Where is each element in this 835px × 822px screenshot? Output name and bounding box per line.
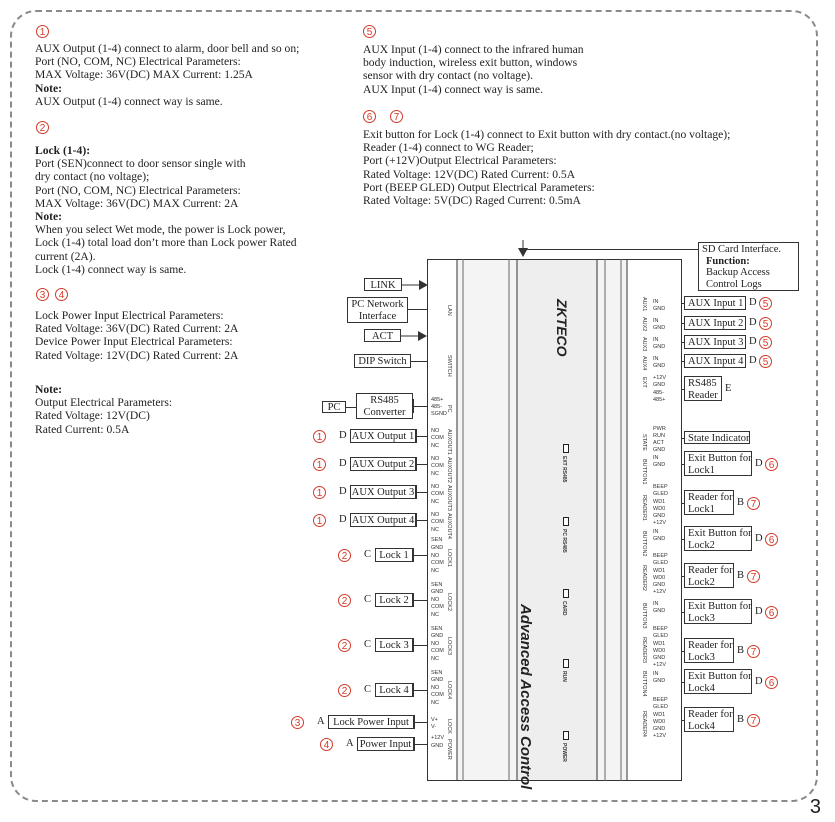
terminal-pin: GND: [653, 363, 666, 369]
status-led: [563, 517, 569, 526]
note-line: body induction, wireless exit button, windows: [363, 56, 578, 70]
pc-label: PC: [322, 401, 346, 413]
terminal-pin: COM: [431, 648, 444, 654]
act-label: ACT: [364, 329, 401, 342]
note-line: Reader (1-4) connect to WG Reader;: [363, 141, 534, 155]
badge-aux-input-2: 5: [759, 317, 772, 330]
note-line: Rated Voltage: 5V(DC) Raged Current: 0.5mA: [363, 193, 581, 207]
terminal-pin: IN: [653, 601, 659, 607]
terminal-pin: NO: [431, 428, 440, 434]
aux-input-4-label: [684, 354, 746, 368]
terminal-pin: GND: [653, 536, 666, 542]
sd-line-1: Backup Access: [706, 267, 770, 278]
reader-lock-2-text: Lock2: [688, 576, 715, 588]
port-letter: D: [749, 317, 757, 328]
exit-button-lock-3-text: Lock3: [688, 612, 715, 624]
led-label: CARD: [561, 601, 567, 616]
port-letter: D: [339, 486, 347, 497]
note-line: AUX Input (1-4) connect way is same.: [363, 82, 543, 96]
terminal-pin: 485+: [653, 397, 666, 403]
rs485-converter-line-2: Converter: [363, 407, 406, 418]
badge-4: 4: [55, 288, 68, 301]
terminal-group-label: AUXOUT2: [446, 457, 452, 483]
port-letter: C: [364, 594, 372, 605]
terminal-pin: NO: [431, 512, 440, 518]
terminal-group-label: PC: [446, 405, 452, 413]
badge-3: 3: [36, 288, 49, 301]
port-letter: C: [364, 684, 372, 695]
device-title: Advanced Access Control: [517, 604, 534, 790]
lock-power-input-label: Lock Power Input: [328, 715, 414, 729]
sd-function-label: Function:: [706, 255, 750, 267]
badge-6: 6: [363, 110, 376, 123]
port-letter: B: [737, 645, 745, 656]
terminal-pin: IN: [653, 299, 659, 305]
aux-input-3-label: [684, 335, 746, 349]
terminal-pin: WD0: [653, 575, 666, 581]
lock-1-label: Lock 1: [375, 548, 413, 562]
badge-2: 2: [36, 121, 49, 134]
page-number: 3: [809, 796, 821, 818]
terminal-pin: NC: [431, 443, 439, 449]
note-line: Port (+12V)Output Electrical Parameters:: [363, 154, 557, 168]
led-label: EXT RS485: [561, 456, 567, 483]
aux-output-2-label: AUX Output 2: [351, 459, 415, 470]
badge-power-input: 4: [320, 738, 333, 751]
terminal-group-label: AUX1: [641, 297, 647, 312]
terminal-pin: +12V: [653, 375, 666, 381]
lock-2-wire: [413, 600, 428, 601]
terminal-pin: COM: [431, 491, 444, 497]
port-letter: D: [755, 533, 763, 544]
status-led: [563, 659, 569, 668]
terminal-pin: NC: [431, 700, 439, 706]
aux-output-4-label: AUX Output 4: [351, 515, 415, 526]
port-letter: D: [749, 336, 757, 347]
note-line: Rated Voltage: 36V(DC) Rated Current: 2A: [35, 322, 239, 336]
terminal-pin: NO: [431, 484, 440, 490]
terminal-pin: WD1: [653, 568, 666, 574]
terminal-group-label: AUX4: [641, 356, 647, 371]
terminal-pin: BEEP: [653, 484, 668, 490]
exit-button-lock-3-text: Exit Button for: [688, 601, 752, 612]
port-letter: E: [725, 383, 732, 394]
terminal-group-label: READER2: [641, 565, 647, 591]
note-line: Port (BEEP GLED) Output Electrical Parameters:: [363, 180, 595, 194]
terminal-group-label: AUX3: [641, 337, 647, 352]
terminal-pin: GND: [653, 462, 666, 468]
note-line: MAX Voltage: 36V(DC) MAX Current: 1.25A: [35, 68, 253, 82]
terminal-pin: NO: [431, 641, 440, 647]
terminal-pin: NO: [431, 597, 440, 603]
note-line: Rated Voltage: 12V(DC): [35, 409, 150, 423]
note-aux-output: [35, 42, 299, 108]
exit-button-lock-2-label: [684, 526, 752, 551]
terminal-pin: GND: [653, 325, 666, 331]
terminal-pin: IN: [653, 337, 659, 343]
terminal-group-label: LOCK2: [446, 593, 452, 612]
note-line: Rated Voltage: 12V(DC) Rated Current: 0.5A: [363, 167, 576, 181]
badge-exit-button-lock-1: 6: [765, 458, 778, 471]
note-line: Device Power Input Electrical Parameters:: [35, 335, 233, 349]
terminal-group-label: READER3: [641, 637, 647, 663]
terminal-group-label: BUTTON1: [641, 459, 647, 485]
terminal-pin: GLED: [653, 491, 668, 497]
terminal-group-label: STATE: [641, 434, 647, 451]
note-line: MAX Voltage: 36V(DC) MAX Current: 2A: [35, 196, 239, 210]
badge-exit-button-lock-3: 6: [765, 606, 778, 619]
reader-lock-2-text: Reader for: [688, 565, 733, 576]
terminal-pin: RUN: [653, 433, 665, 439]
badge-5: 5: [363, 25, 376, 38]
terminal-pin: IN: [653, 455, 659, 461]
note-line: When you select Wet mode, the power is Lock power,: [35, 223, 286, 237]
reader-lock-4-text: Reader for: [688, 709, 733, 720]
port-letter: D: [755, 676, 763, 687]
reader-lock-4-label: [684, 707, 734, 732]
terminal-pin: IN: [653, 318, 659, 324]
terminal-group-label: BUTTON3: [641, 603, 647, 629]
terminal-pin: SGND: [431, 411, 447, 417]
terminal-pin: WD1: [653, 712, 666, 718]
terminal-group-label: AUXOUT4: [446, 513, 452, 539]
status-led: [563, 589, 569, 598]
port-letter: D: [749, 355, 757, 366]
badge-7: 7: [390, 110, 403, 123]
act-arrow: [401, 330, 428, 342]
dip-line: [411, 361, 428, 362]
note-line: Lock (1-4) connect way is same.: [35, 262, 187, 276]
lock-4-label: Lock 4: [375, 683, 413, 697]
terminal-pin: +12V: [653, 589, 666, 595]
power-input-label: Power Input: [357, 737, 414, 751]
note-exit-reader: [363, 128, 730, 207]
terminal-pin: ACT: [653, 440, 664, 446]
terminal-pin: NO: [431, 456, 440, 462]
rs485-reader-label: [684, 376, 722, 401]
terminal-pin: GND: [653, 608, 666, 614]
lock-3-wire: [413, 645, 428, 646]
terminal-group-label: LAN: [446, 305, 452, 316]
brand-logo: ZKTECO: [554, 299, 570, 357]
terminal-pin: NC: [431, 471, 439, 477]
led-label: RUN: [561, 671, 567, 682]
lock-3-label: Lock 3: [375, 638, 413, 652]
aux-output-4-wire: [416, 520, 428, 521]
terminal-pin: GND: [653, 447, 666, 453]
lock-1-wire: [413, 555, 428, 556]
terminal-pin: GND: [653, 382, 666, 388]
sd-arrow: [517, 240, 531, 258]
note-line: Lock (1-4):: [35, 144, 91, 157]
badge-exit-button-lock-2: 6: [765, 533, 778, 546]
terminal-pin: COM: [431, 463, 444, 469]
exit-button-lock-2-text: Lock2: [688, 539, 715, 551]
pc-network-label: [347, 297, 408, 323]
terminal-pin: V-: [431, 724, 437, 730]
access-control-panel: [427, 259, 682, 790]
state-indicator-text: State Indicator: [688, 433, 750, 444]
terminal-pin: +12V: [431, 735, 444, 741]
terminal-group-label: AUX2: [641, 317, 647, 332]
aux-input-4-text: AUX Input 4: [688, 356, 744, 367]
terminal-pin: GND: [653, 655, 666, 661]
badge-aux-output-3: 1: [313, 486, 326, 499]
aux-output-3-wire: [416, 492, 428, 493]
reader-lock-3-text: Reader for: [688, 640, 733, 651]
badge-lock-3: 2: [338, 639, 351, 652]
badge-aux-input-4: 5: [759, 355, 772, 368]
note-output: [35, 383, 172, 436]
note-line: Rated Voltage: 12V(DC) Rated Current: 2A: [35, 348, 239, 362]
note-line: AUX Output (1-4) connect way is same.: [35, 94, 223, 108]
terminal-pin: IN: [653, 671, 659, 677]
terminal-group-label: LOCK4: [446, 681, 452, 700]
badge-aux-input-1: 5: [759, 297, 772, 310]
note-line: Note:: [35, 383, 63, 396]
port-letter: B: [737, 497, 745, 508]
pc-network-line-1: PC Network: [351, 299, 404, 310]
pc-network-line: [408, 309, 427, 310]
aux-input-1-label: [684, 296, 746, 310]
note-line: dry contact (no voltage);: [35, 170, 150, 184]
note-line: Output Electrical Parameters:: [35, 396, 173, 410]
terminal-pin: V+: [431, 717, 438, 723]
rs485-reader-text: Reader: [688, 389, 718, 401]
terminal-pin: WD0: [653, 506, 666, 512]
port-letter: B: [737, 714, 745, 725]
port-letter: D: [339, 514, 347, 525]
terminal-pin: NC: [431, 499, 439, 505]
note-line: current (2A).: [35, 249, 96, 263]
aux-output-3-label: AUX Output 3: [351, 487, 415, 498]
terminal-pin: COM: [431, 519, 444, 525]
badge-lock-2: 2: [338, 594, 351, 607]
terminal-group-label: AUXOUT3: [446, 485, 452, 511]
aux-input-1-text: AUX Input 1: [688, 298, 744, 309]
aux-input-3-text: AUX Input 3: [688, 337, 744, 348]
terminal-pin: GND: [431, 743, 444, 749]
terminal-pin: 485+: [431, 397, 444, 403]
terminal-pin: GLED: [653, 560, 668, 566]
sd-line-2: Control Logs: [706, 278, 762, 290]
exit-button-lock-1-label: [684, 451, 752, 476]
terminal-group-label: BUTTON2: [641, 531, 647, 557]
terminal-pin: 485-: [653, 390, 665, 396]
badge-1: 1: [36, 25, 49, 38]
note-line: Port (NO, COM, NC) Electrical Parameters:: [35, 183, 241, 197]
badge-aux-output-1: 1: [313, 430, 326, 443]
badge-reader-lock-3: 7: [747, 645, 760, 658]
badge-exit-button-lock-4: 6: [765, 676, 778, 689]
badge-lock-4: 2: [338, 684, 351, 697]
terminal-pin: GND: [653, 344, 666, 350]
aux-output-2-wire: [416, 464, 428, 465]
note-line: Port (NO, COM, NC) Electrical Parameters:: [35, 55, 241, 69]
port-letter: D: [339, 458, 347, 469]
terminal-pin: NC: [431, 656, 439, 662]
note-line: Rated Current: 0.5A: [35, 422, 130, 436]
terminal-pin: WD0: [653, 648, 666, 654]
terminal-pin: WD1: [653, 641, 666, 647]
exit-button-lock-4-label: [684, 669, 752, 694]
note-line: AUX Input (1-4) connect to the infrared human: [363, 43, 584, 56]
link-label: LINK: [364, 278, 402, 291]
terminal-pin: GND: [653, 678, 666, 684]
note-lock: [35, 144, 297, 276]
terminal-pin: +12V: [653, 662, 666, 668]
terminal-pin: NO: [431, 553, 440, 559]
exit-button-lock-4-text: Lock4: [688, 682, 715, 694]
terminal-group-label: SWITCH: [446, 355, 452, 377]
terminal-pin: GND: [653, 513, 666, 519]
note-aux-input: [363, 43, 584, 96]
terminal-pin: GND: [431, 633, 444, 639]
terminal-pin: COM: [431, 692, 444, 698]
note-power: [35, 309, 238, 362]
aux-input-2-text: AUX Input 2: [688, 318, 744, 329]
terminal-pin: GND: [653, 726, 666, 732]
aux-output-1-label: AUX Output 1: [351, 431, 415, 442]
state-indicator-label: [684, 431, 750, 444]
badge-lock-1: 2: [338, 549, 351, 562]
badge-aux-output-2: 1: [313, 458, 326, 471]
exit-button-lock-1-text: Exit Button for: [688, 453, 752, 464]
note-line: Lock Power Input Electrical Parameters:: [35, 309, 224, 322]
port-letter: D: [339, 430, 347, 441]
note-line: Port (SEN)connect to door sensor single with: [35, 157, 246, 171]
port-letter: C: [364, 549, 372, 560]
terminal-pin: BEEP: [653, 697, 668, 703]
terminal-pin: 485-: [431, 404, 443, 410]
terminal-pin: SEN: [431, 537, 443, 543]
terminal-pin: GND: [431, 589, 444, 595]
reader-lock-1-text: Lock1: [688, 503, 715, 515]
terminal-pin: COM: [431, 435, 444, 441]
dip-switch-label: DIP Switch: [354, 354, 411, 368]
terminal-pin: WD0: [653, 719, 666, 725]
reader-lock-2-label: [684, 563, 734, 588]
badge-reader-lock-4: 7: [747, 714, 760, 727]
terminal-pin: +12V: [653, 520, 666, 526]
note-line: AUX Output (1-4) connect to alarm, door bell and so on;: [35, 42, 300, 55]
pc-line: [346, 407, 356, 408]
reader-lock-4-text: Lock4: [688, 720, 715, 732]
terminal-group-label: AUXOUT1: [446, 429, 452, 455]
note-line: Lock (1-4) total load don’t more than Lock power Rated: [35, 236, 297, 250]
port-letter: D: [755, 458, 763, 469]
terminal-pin: SEN: [431, 626, 443, 632]
aux-input-2-label: [684, 316, 746, 330]
badge-reader-lock-2: 7: [747, 570, 760, 583]
terminal-pin: IN: [653, 356, 659, 362]
lock-power-input-wire: [414, 722, 428, 723]
rs485-line: [413, 406, 428, 407]
terminal-group-label: READER4: [641, 711, 647, 737]
port-letter: A: [346, 738, 354, 749]
sd-connector: [523, 249, 698, 250]
terminal-pin: NC: [431, 568, 439, 574]
note-line: sensor with dry contact (no voltage).: [363, 69, 533, 83]
terminal-pin: BEEP: [653, 553, 668, 559]
terminal-group-label: LOCK1: [446, 549, 452, 568]
led-label: POWER: [561, 743, 567, 762]
note-line: Note:: [35, 209, 63, 223]
lock-4-wire: [413, 690, 428, 691]
badge-aux-output-4: 1: [313, 514, 326, 527]
reader-lock-1-label: [684, 490, 734, 515]
terminal-pin: GND: [431, 677, 444, 683]
terminal-group-label: READER1: [641, 495, 647, 521]
port-letter: D: [755, 606, 763, 617]
terminal-pin: PWR: [653, 426, 666, 432]
exit-button-lock-3-label: [684, 599, 752, 624]
port-letter: D: [749, 297, 757, 308]
terminal-pin: GND: [653, 582, 666, 588]
port-letter: A: [317, 716, 325, 727]
sd-card-label: [698, 242, 799, 291]
status-led: [563, 444, 569, 453]
terminal-pin: COM: [431, 604, 444, 610]
terminal-pin: IN: [653, 529, 659, 535]
terminal-pin: GND: [653, 306, 666, 312]
terminal-pin: NO: [431, 685, 440, 691]
port-letter: B: [737, 570, 745, 581]
reader-lock-1-text: Reader for: [688, 492, 733, 503]
rs485-converter-line-1: RS485: [370, 395, 399, 406]
terminal-pin: GLED: [653, 704, 668, 710]
terminal-group-label: LOCK: [446, 719, 452, 734]
status-led: [563, 731, 569, 740]
power-input-wire: [414, 744, 428, 745]
terminal-pin: NC: [431, 527, 439, 533]
terminal-pin: COM: [431, 560, 444, 566]
link-arrow: [402, 279, 429, 291]
sd-card-title: SD Card Interface.: [702, 244, 782, 255]
pc-network-line-2: Interface: [358, 311, 397, 322]
port-letter: C: [364, 639, 372, 650]
badge-reader-lock-1: 7: [747, 497, 760, 510]
rs485-reader-text: RS485: [688, 378, 717, 389]
terminal-pin: +12V: [653, 733, 666, 739]
terminal-pin: GND: [431, 545, 444, 551]
terminal-group-label: POWER: [446, 739, 452, 760]
terminal-pin: SEN: [431, 582, 443, 588]
aux-output-1-wire: [416, 436, 428, 437]
terminal-pin: WD1: [653, 499, 666, 505]
terminal-pin: SEN: [431, 670, 443, 676]
exit-button-lock-4-text: Exit Button for: [688, 671, 752, 682]
led-label: PC RS485: [561, 529, 567, 553]
terminal-pin: BEEP: [653, 626, 668, 632]
reader-lock-3-text: Lock3: [688, 651, 715, 663]
note-line: Note:: [35, 81, 63, 95]
rs485-converter-label: [356, 393, 413, 419]
terminal-group-label: LOCK3: [446, 637, 452, 656]
terminal-pin: NC: [431, 612, 439, 618]
terminal-pin: GLED: [653, 633, 668, 639]
reader-lock-3-label: [684, 638, 734, 663]
exit-button-lock-2-text: Exit Button for: [688, 528, 752, 539]
lock-2-label: Lock 2: [375, 593, 413, 607]
badge-lock-power-input: 3: [291, 716, 304, 729]
exit-button-lock-1-text: Lock1: [688, 464, 715, 476]
note-line: Exit button for Lock (1-4) connect to Exit button with dry contact.(no voltage);: [363, 128, 731, 141]
terminal-group-label: BUTTON4: [641, 671, 647, 697]
badge-aux-input-3: 5: [759, 336, 772, 349]
terminal-group-label: EXT: [641, 377, 647, 388]
